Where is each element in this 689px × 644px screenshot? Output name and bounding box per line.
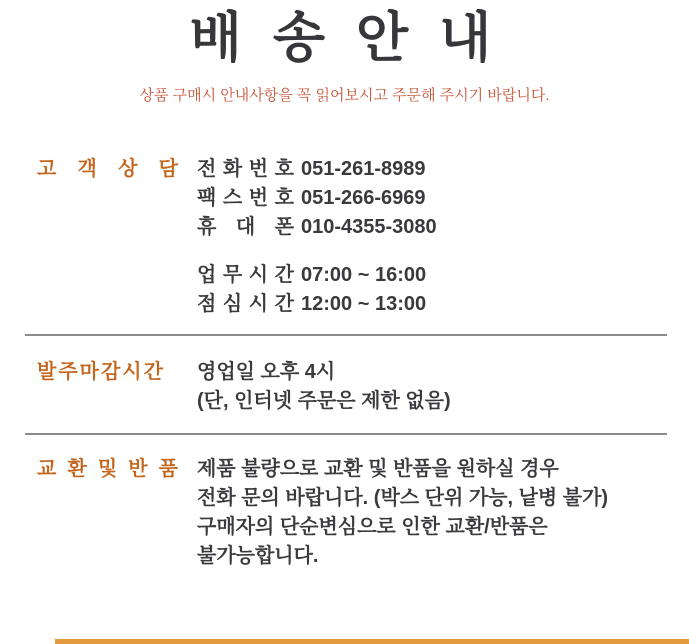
hours-key-business: 업 무 시 간 bbox=[197, 264, 294, 286]
exchange-return-line: 제품 불량으로 교환 및 반품을 원하실 경우 bbox=[197, 458, 559, 480]
divider bbox=[25, 334, 667, 336]
contact-value-fax: 051-266-6969 bbox=[301, 187, 426, 209]
order-deadline-line: (단, 인터넷 주문은 제한 없음) bbox=[197, 390, 451, 412]
section-label-exchange-return: 교 환 및 반 품 bbox=[37, 458, 178, 480]
blank-line-spacer bbox=[197, 242, 437, 261]
hours-value-business: 07:00 ~ 16:00 bbox=[301, 264, 427, 286]
order-deadline-line: 영업일 오후 4시 bbox=[197, 361, 336, 383]
page-title: 배 송 안 내 bbox=[189, 8, 500, 68]
exchange-return-line: 불가능합니다. bbox=[197, 545, 319, 567]
contact-value-phone: 051-261-8989 bbox=[301, 158, 426, 180]
customer-service-body bbox=[197, 155, 437, 319]
contact-key-fax: 팩 스 번 호 bbox=[197, 187, 294, 209]
exchange-return-body bbox=[197, 455, 608, 571]
page-subtitle: 상품 구매시 안내사항을 꼭 읽어보시고 주문해 주시기 바랍니다. bbox=[139, 87, 550, 104]
exchange-return-line: 구매자의 단순변심으로 인한 교환/반품은 bbox=[197, 516, 548, 538]
hours-row-business bbox=[197, 261, 437, 290]
hours-key-lunch: 점 심 시 간 bbox=[197, 293, 294, 315]
hours-value-lunch: 12:00 ~ 13:00 bbox=[301, 293, 427, 315]
hours-row-lunch bbox=[197, 290, 437, 319]
bottom-accent-bar bbox=[55, 639, 689, 644]
contact-row-mobile bbox=[197, 213, 437, 242]
section-order-deadline bbox=[0, 358, 689, 416]
contact-row-phone bbox=[197, 155, 437, 184]
exchange-return-line: 전화 문의 바랍니다. (박스 단위 가능, 낱병 불가) bbox=[197, 487, 609, 509]
contact-key-phone: 전 화 번 호 bbox=[197, 158, 294, 180]
order-deadline-body bbox=[197, 358, 451, 416]
contact-key-mobile: 휴 대 폰 bbox=[197, 216, 294, 238]
divider bbox=[25, 433, 667, 435]
section-customer-service bbox=[0, 155, 689, 319]
contact-value-mobile: 010-4355-3080 bbox=[301, 216, 437, 238]
contact-row-fax bbox=[197, 184, 437, 213]
section-exchange-return bbox=[0, 455, 689, 571]
section-label-order-deadline: 발주마감시간 bbox=[37, 361, 165, 383]
section-label-customer-service: 고 객 상 담 bbox=[37, 158, 178, 180]
